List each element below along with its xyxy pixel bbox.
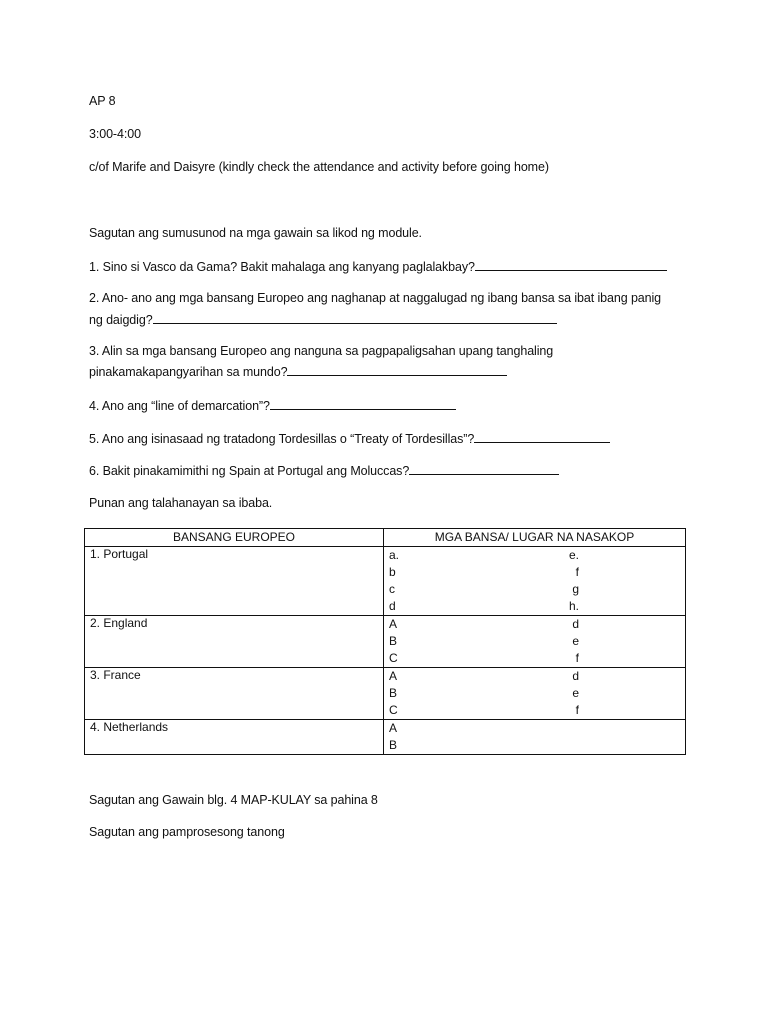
- subject-label: AP 8: [89, 94, 116, 108]
- answer-label: f: [575, 703, 579, 717]
- answer-label: d: [572, 669, 579, 683]
- answer-label: g: [572, 582, 579, 596]
- answer-label: b: [389, 565, 396, 579]
- country-cell: 1. Portugal: [85, 547, 384, 616]
- answers-cell: [384, 547, 686, 616]
- answers-cell: [384, 616, 686, 668]
- answer-blank-6: [409, 463, 559, 475]
- answer-label: f: [575, 565, 579, 579]
- question-5: [89, 431, 610, 446]
- question-4-text: 4. Ano ang “line of demarcation”?: [89, 399, 270, 413]
- question-2-text: ng daigdig?: [89, 313, 153, 327]
- answer-label: A: [389, 669, 398, 683]
- question-2-line2: [89, 312, 557, 327]
- answers-cell: [384, 668, 686, 720]
- table-row: [85, 547, 686, 616]
- answer-label: A: [389, 721, 398, 735]
- pamprosesong-instruction: Sagutan ang pamprosesong tanong: [89, 825, 285, 839]
- answer-label: d: [572, 617, 579, 631]
- question-6-text: 6. Bakit pinakamimithi ng Spain at Portugal ang Moluccas?: [89, 464, 410, 478]
- care-of-note: c/of Marife and Daisyre (kindly check the attendance and activity before going home): [89, 160, 549, 174]
- answer-blank-2: [153, 312, 557, 324]
- answer-label: e: [572, 686, 579, 700]
- answer-blank-5: [474, 431, 610, 443]
- answer-label: a.: [389, 548, 400, 562]
- country-cell: 2. England: [85, 616, 384, 668]
- table-row: [85, 616, 686, 668]
- answer-label: B: [389, 686, 398, 700]
- conquest-table: [84, 528, 686, 755]
- answer-blank-3: [287, 364, 507, 376]
- instructions-intro: Sagutan ang sumusunod na mga gawain sa likod ng module.: [89, 226, 422, 240]
- header-bansang-europeo: BANSANG EUROPEO: [85, 529, 384, 547]
- answer-label: e.: [568, 548, 579, 562]
- table-header-row: [85, 529, 686, 547]
- answer-label: [539, 720, 579, 737]
- question-6: [89, 463, 559, 478]
- time-label: 3:00-4:00: [89, 127, 141, 141]
- answers-cell: [384, 720, 686, 755]
- answer-label: B: [389, 634, 398, 648]
- answer-label: h.: [568, 599, 579, 613]
- answer-label: d: [389, 599, 396, 613]
- question-3-text: pinakamakapangyarihan sa mundo?: [89, 365, 288, 379]
- answer-label: f: [575, 651, 579, 665]
- question-3-line2: [89, 364, 507, 379]
- country-cell: 4. Netherlands: [85, 720, 384, 755]
- table-row: [85, 720, 686, 755]
- header-mga-bansa: MGA BANSA/ LUGAR NA NASAKOP: [384, 529, 686, 547]
- question-2-line1: 2. Ano- ano ang mga bansang Europeo ang naghanap at naggalugad ng ibang bansa sa ibat ibang panig: [89, 291, 662, 305]
- answer-label: C: [389, 651, 398, 665]
- answer-label: A: [389, 617, 398, 631]
- question-5-text: 5. Ano ang isinasaad ng tratadong Tordesillas o “Treaty of Tordesillas”?: [89, 432, 475, 446]
- answer-label: B: [389, 738, 398, 752]
- answer-blank-4: [270, 398, 456, 410]
- table-intro: Punan ang talahanayan sa ibaba.: [89, 496, 273, 510]
- answer-blank-1: [475, 259, 667, 271]
- gawain-instruction: Sagutan ang Gawain blg. 4 MAP-KULAY sa pahina 8: [89, 793, 378, 807]
- answer-label: [539, 737, 579, 754]
- answer-label: c: [389, 582, 395, 596]
- country-cell: 3. France: [85, 668, 384, 720]
- answer-label: e: [572, 634, 579, 648]
- question-3-line1: 3. Alin sa mga bansang Europeo ang nanguna sa pagpapaligsahan upang tanghaling: [89, 344, 554, 358]
- answer-label: C: [389, 703, 398, 717]
- question-1-text: 1. Sino si Vasco da Gama? Bakit mahalaga ang kanyang paglalakbay?: [89, 260, 475, 274]
- table-row: [85, 668, 686, 720]
- question-4: [89, 398, 456, 413]
- question-1: [89, 259, 667, 274]
